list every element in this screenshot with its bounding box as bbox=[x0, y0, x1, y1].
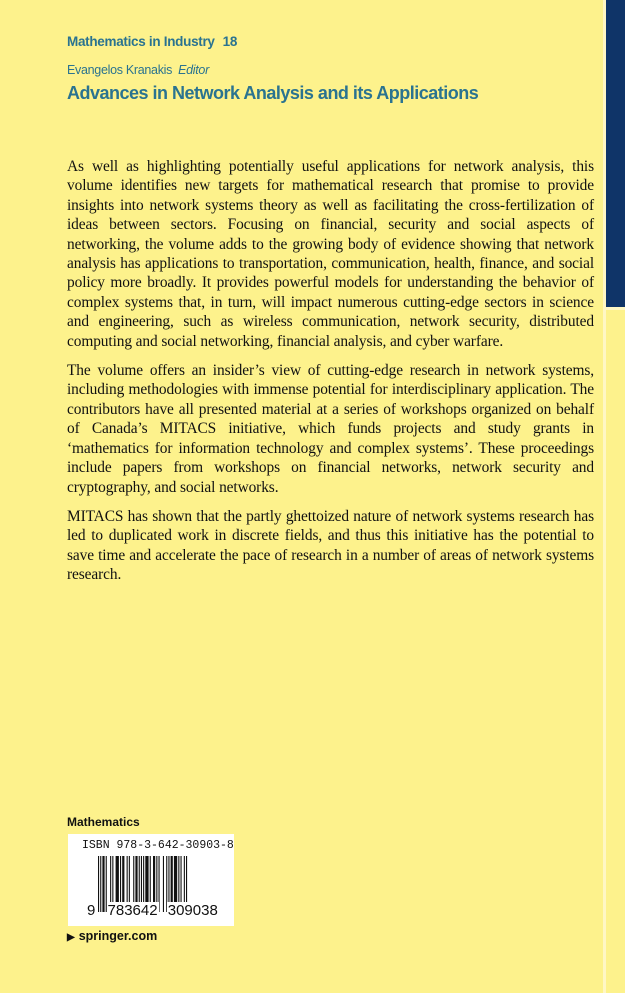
barcode-digits bbox=[86, 902, 219, 919]
play-arrow-icon: ▶ bbox=[67, 932, 75, 943]
publisher-link-text: springer.com bbox=[78, 929, 158, 943]
book-title: Advances in Network Analysis and its Applications bbox=[67, 83, 479, 103]
blurb bbox=[67, 157, 594, 595]
blurb-paragraph: As well as highlighting potentially useful applications for network analysis, this volume identifies new targets for mathematical research that promise to provide insights into network systems theory as well as facilitating the cross-fertilization of ideas between sectors. Focusing on financial, security and social aspects of networking, the volume adds to the growing body of evidence showing that network analysis has applications to transportation, communication, health, finance, and social policy more broadly. It provides powerful models for understanding the behavior of complex systems that, in turn, will impact numerous cutting-edge sectors in science and engineering, such as wireless communication, network security, distributed computing and social networking, financial analysis, and cyber warfare. bbox=[67, 158, 594, 350]
barcode-first-digit: 9 bbox=[87, 902, 96, 919]
isbn-barcode bbox=[68, 834, 234, 926]
blurb-paragraph: MITACS has shown that the partly ghettoized nature of network systems research has led to duplicated work in discrete fields, and thus this initiative has the potential to save time and accelerate the pace of research in a number of areas of network systems research. bbox=[67, 507, 594, 584]
series-number: 18 bbox=[222, 34, 238, 49]
subject-label: Mathematics bbox=[67, 815, 140, 829]
spine-divider bbox=[606, 307, 625, 310]
editor-name: Evangelos Kranakis bbox=[67, 63, 173, 77]
editor-line bbox=[67, 63, 209, 77]
isbn-label: ISBN 978-3-642-30903-8 bbox=[82, 839, 234, 852]
publisher-link[interactable] bbox=[67, 929, 157, 943]
spine-color-bar bbox=[606, 0, 625, 307]
blurb-paragraph: The volume offers an insider’s view of cutting-edge research in network systems, including methodologies with immense potential for interdisciplinary application. The contributors have all presented material at a series of workshops organized on behalf of Canada’s MITACS initiative, which funds projects and study grants in ‘mathematics for information technology and complex systems’. These proceedings include papers from workshops on financial networks, network security and cryptography, and social networks. bbox=[67, 362, 594, 496]
series-name: Mathematics in Industry bbox=[67, 34, 215, 49]
barcode-group-2: 309038 bbox=[167, 902, 218, 919]
editor-role: Editor bbox=[178, 63, 209, 77]
series-title bbox=[67, 34, 237, 49]
barcode-group-1: 783642 bbox=[107, 902, 158, 919]
